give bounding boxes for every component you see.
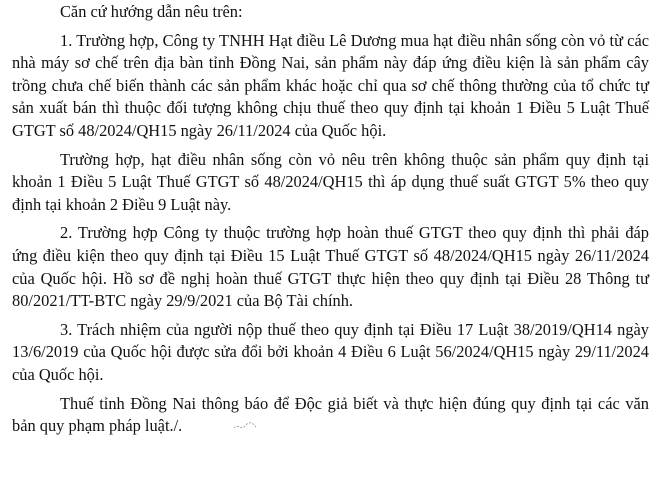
paragraph-2: Trường hợp, hạt điều nhân sống còn vỏ nêu trên không thuộc sản phẩm quy định tại khoản 1 Điều 5 Luật Thuế GTGT số 48/2024/QH15 thì áp dụng thuế suất GTGT 5% theo quy định tại khoản 2 Điều 9 Luật này. xyxy=(12,149,649,214)
closing-paragraph xyxy=(12,393,649,439)
paragraph-3: 2. Trường hợp Công ty thuộc trường hợp hoàn thuế GTGT theo quy định thì phải đáp ứng điều kiện theo quy định tại Điều 15 Luật Thuế GTGT số 48/2024/QH15 ngày 26/11/2024 của Quốc hội. Hồ sơ đề nghị hoàn thuế GTGT thực hiện theo quy định tại Điều 28 Thông tư 80/2021/TT-BTC ngày 29/9/2021 của Bộ Tài chính. xyxy=(12,223,649,311)
paragraph-4: 3. Trách nhiệm của người nộp thuế theo quy định tại Điều 17 Luật 38/2019/QH14 ngày 13/6/2019 của Quốc hội được sửa đổi bởi khoản 4 Điều 6 Luật 56/2024/QH15 ngày 29/11/2024 của Quốc hội. xyxy=(12,319,649,384)
closing-text: Thuế tỉnh Đồng Nai thông báo để Độc giả biết và thực hiện đúng quy định tại các văn bản quy phạm pháp luật./. xyxy=(12,393,649,436)
intro-line: Căn cứ hướng dẫn nêu trên: xyxy=(60,2,243,21)
paragraph-1: 1. Trường hợp, Công ty TNHH Hạt điều Lê Dương mua hạt điều nhân sống còn vỏ từ các nhà máy sơ chế trên địa bàn tỉnh Đồng Nai, sản phẩm này đáp ứng điều kiện là sản phẩm cây trồng chưa chế biến thành các sản phẩm khác hoặc chỉ qua sơ chế thông thường của tổ chức tự sản xuất bán thì thuộc đối tượng không chịu thuế theo quy định tại khoản 1 Điều 5 Luật Thuế GTGT số 48/2024/QH15 ngày 26/11/2024 của Quốc hội. xyxy=(12,30,649,140)
handwritten-mark-icon xyxy=(184,416,258,439)
